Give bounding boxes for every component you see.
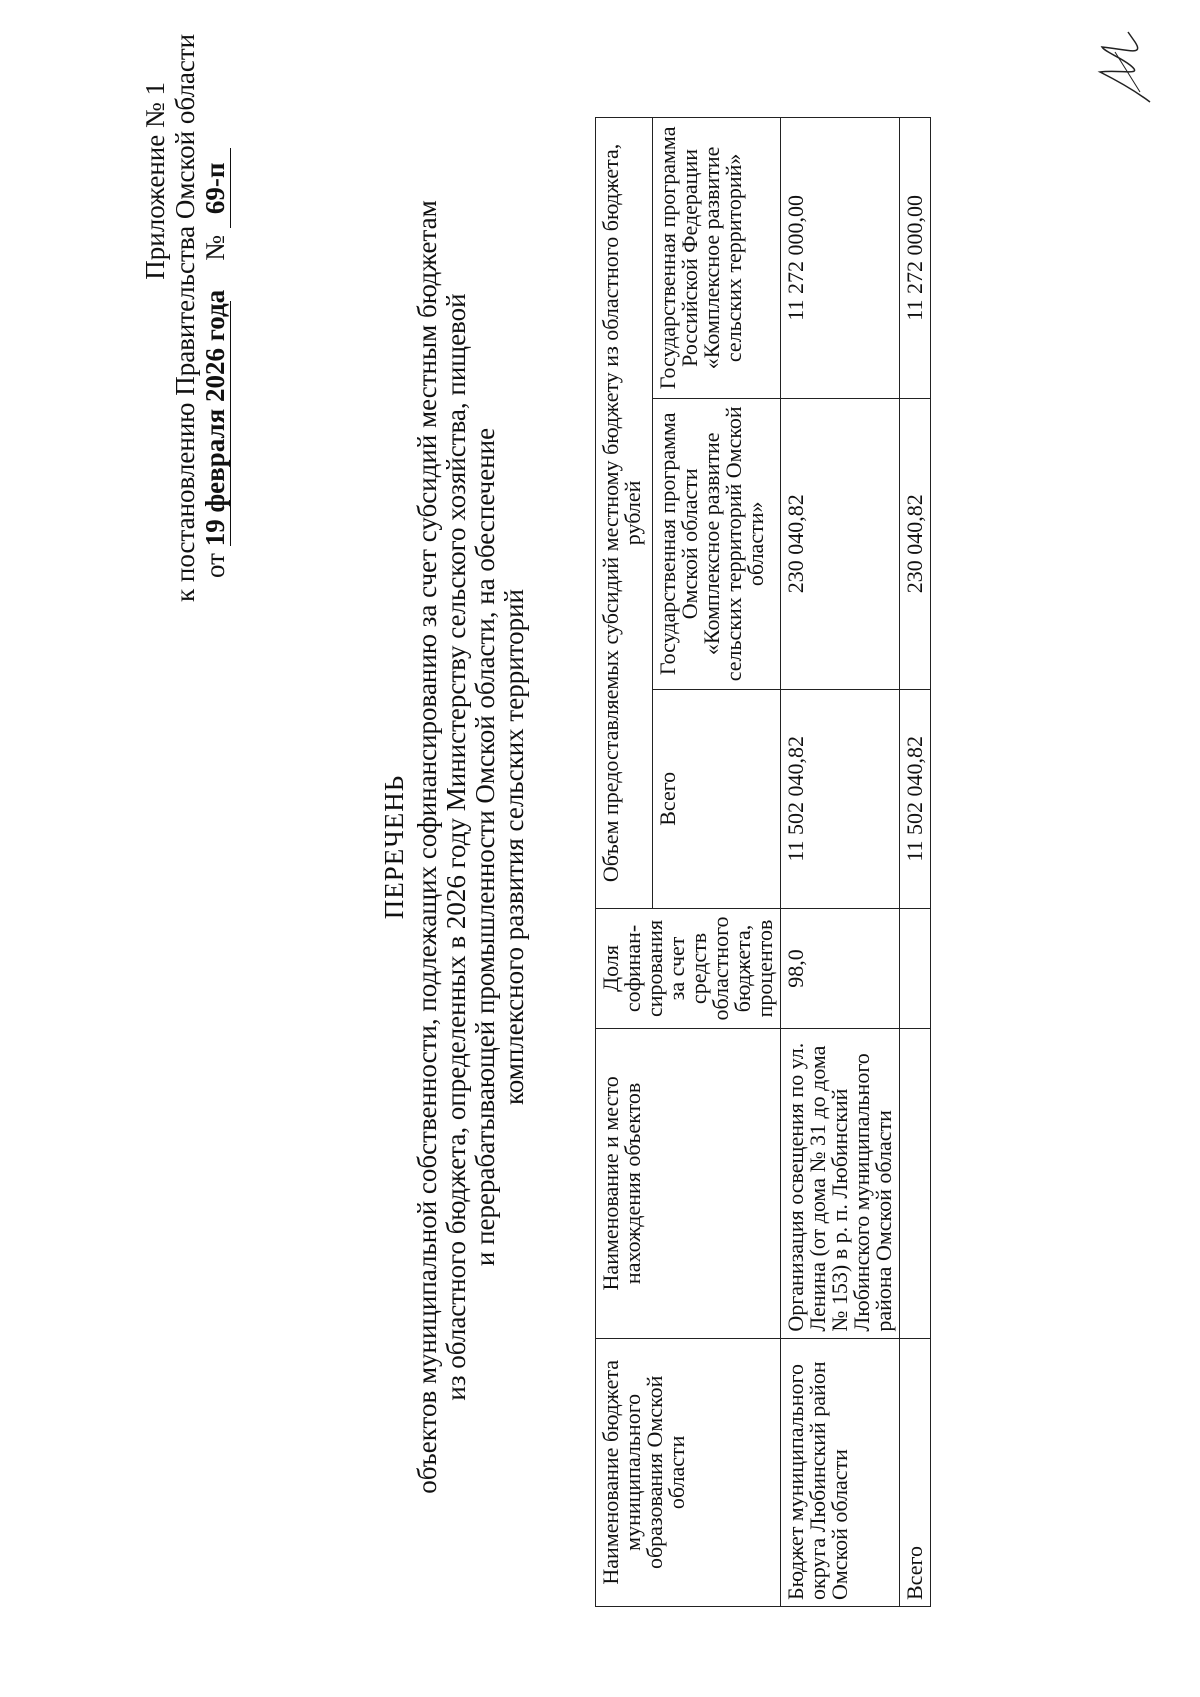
totals-total: 11 502 040,82 xyxy=(900,689,931,908)
number-prefix: № xyxy=(200,235,230,261)
objects-table xyxy=(595,117,931,1607)
header-budget-name: Наименование бюджета муниципального образования Омской области xyxy=(596,1338,781,1606)
cell-budget: Бюджет муниципального округа Любинский район Омской области xyxy=(781,1338,900,1606)
cell-federal: 11 272 000,00 xyxy=(781,118,900,399)
appendix-number: Приложение № 1 xyxy=(140,82,170,280)
cell-object: Организация освещения по ул. Ленина (от дома № 31 до дома № 153) в р. п. Любинский Любинского муниципального района Омской области xyxy=(781,1029,900,1339)
header-program-federal: Государственная программа Российской Федерации «Комплексное развитие сельских территорий» xyxy=(653,118,781,399)
cell-regional: 230 040,82 xyxy=(781,398,900,689)
appendix-date-row xyxy=(200,82,231,602)
table-row xyxy=(781,118,900,1607)
table-header-row xyxy=(596,118,653,1607)
title-line: объектов муниципальной собственности, подлежащих софинансированию за счет субсидий местным бюджетам xyxy=(412,200,442,1494)
title-block xyxy=(380,117,529,1577)
header-object-name: Наименование и место нахождения объектов xyxy=(596,1029,781,1339)
totals-label: Всего xyxy=(900,1338,931,1606)
appendix-resolution: к постановлению Правительства Омской области xyxy=(170,33,200,602)
header-total: Всего xyxy=(653,689,781,908)
signature-mark xyxy=(1090,27,1170,107)
cell-total: 11 502 040,82 xyxy=(781,689,900,908)
totals-regional: 230 040,82 xyxy=(900,398,931,689)
header-volume: Объем предоставляемых субсидий местному бюджету из областного бюджета, рублей xyxy=(596,118,653,909)
resolution-number: 69-п xyxy=(200,148,231,228)
from-prefix: от xyxy=(200,553,230,578)
totals-federal: 11 272 000,00 xyxy=(900,118,931,399)
appendix-block xyxy=(140,33,231,602)
header-program-regional: Государственная программа Омской области «Комплексное развитие сельских территорий Омской области» xyxy=(653,398,781,689)
title-line: из областного бюджета, определенных в 2026 году Министерству сельского хозяйства, пищевой xyxy=(441,293,471,1401)
table-totals-row xyxy=(900,118,931,1607)
totals-empty xyxy=(900,1029,931,1339)
header-share: Доля софинан-сирования за счет средств областного бюджета, процентов xyxy=(596,908,781,1028)
totals-empty xyxy=(900,908,931,1028)
document-heading: ПЕРЕЧЕНЬ xyxy=(379,774,409,920)
title-line: и перерабатывающей промышленности Омской области, на обеспечение xyxy=(470,427,500,1267)
title-line: комплексного развития сельских территорий xyxy=(499,589,529,1105)
cell-share: 98,0 xyxy=(781,908,900,1028)
resolution-date: 19 февраля 2026 года xyxy=(200,289,230,547)
